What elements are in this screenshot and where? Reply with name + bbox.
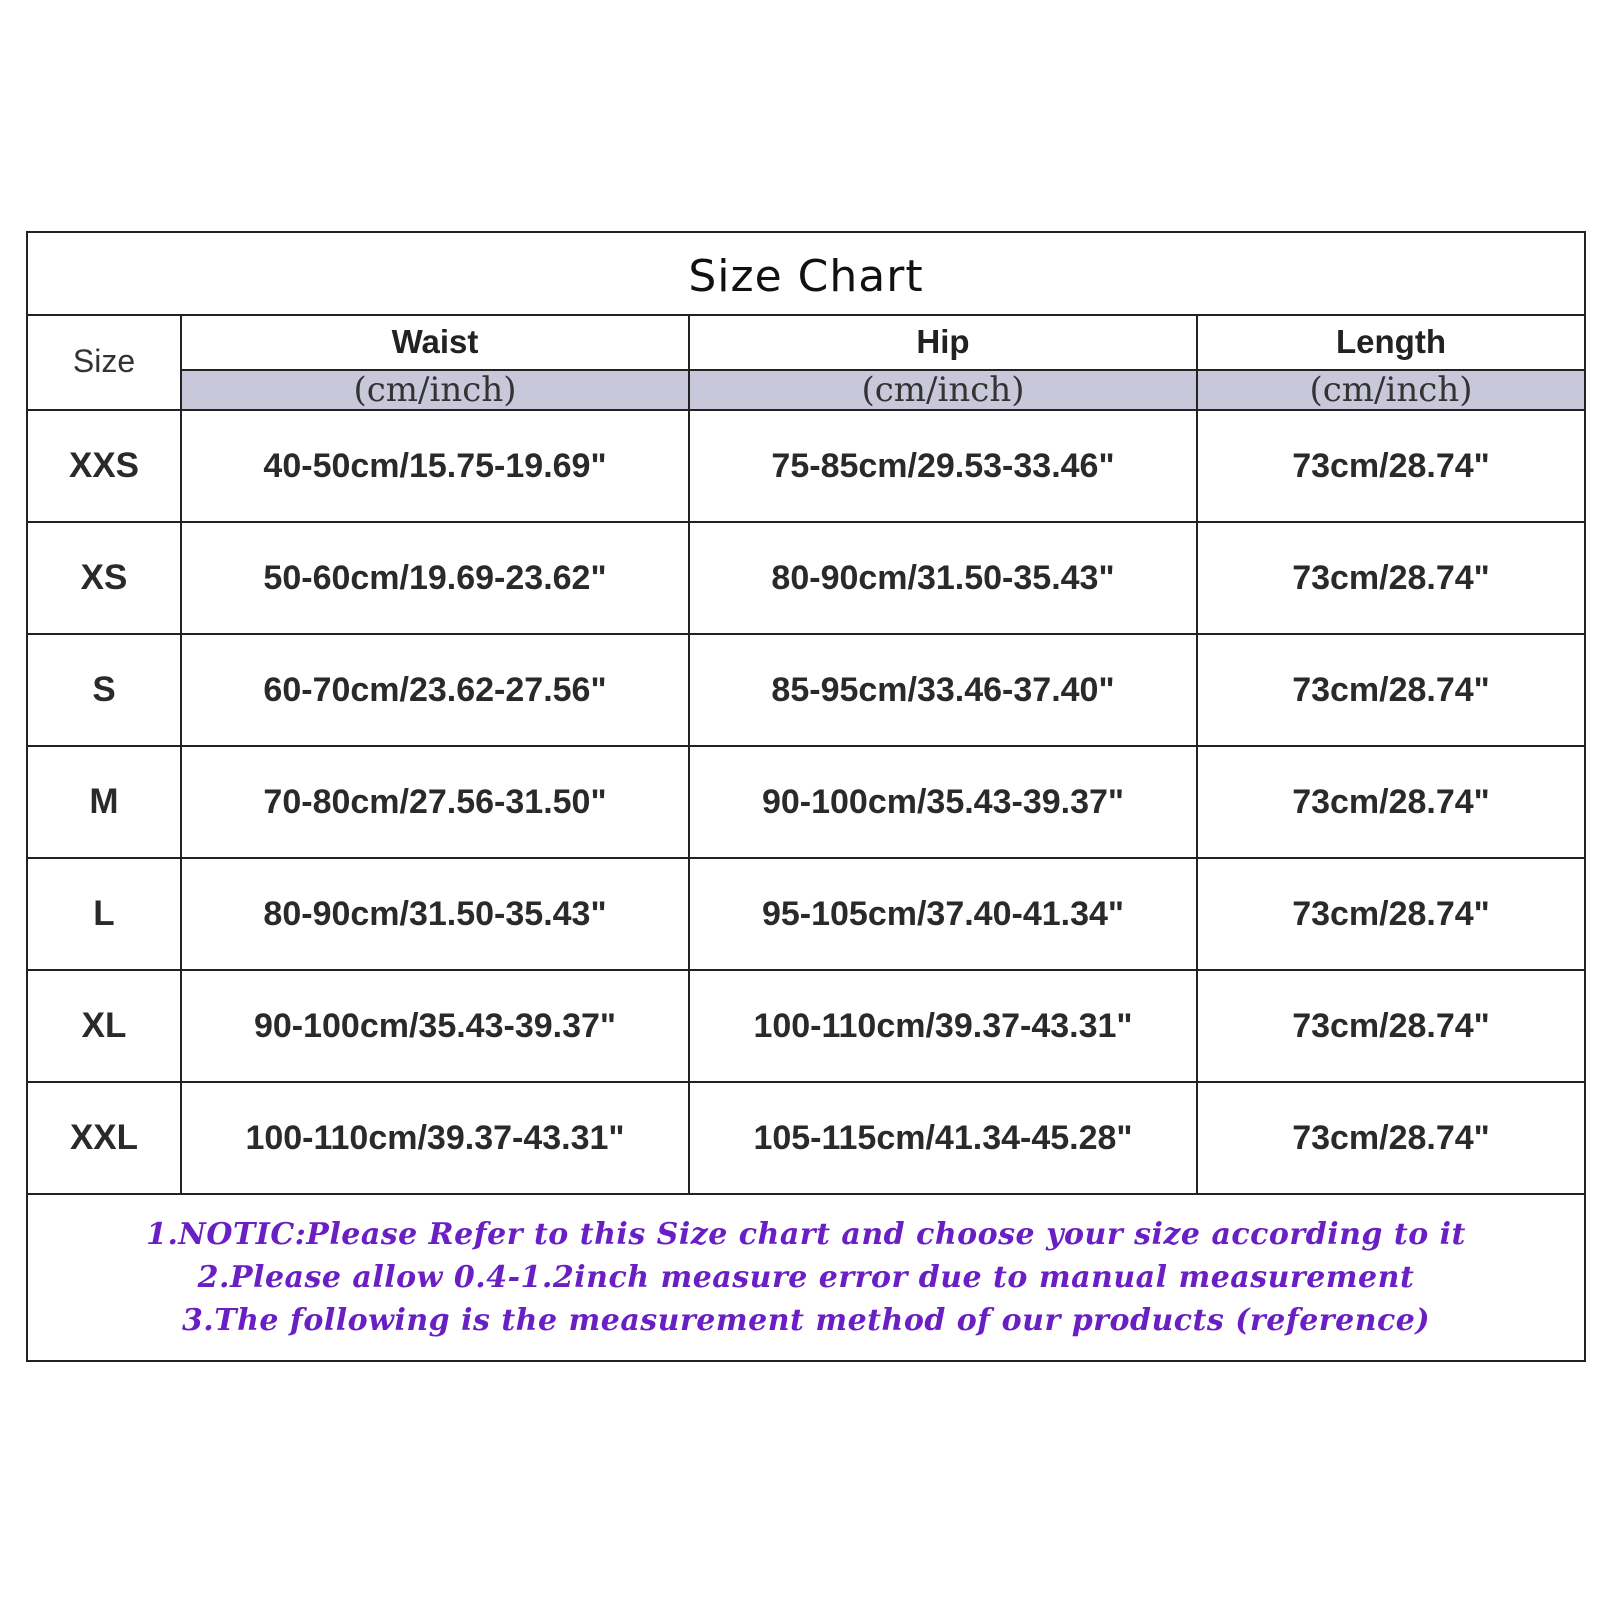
- notes-section: [28, 1194, 1584, 1360]
- size-cell: L: [28, 858, 181, 970]
- hip-cell: 90-100cm/35.43-39.37": [689, 746, 1197, 858]
- waist-cell: 40-50cm/15.75-19.69": [181, 410, 689, 522]
- waist-cell: 90-100cm/35.43-39.37": [181, 970, 689, 1082]
- table-row: [28, 970, 1584, 1082]
- hip-cell: 105-115cm/41.34-45.28": [689, 1082, 1197, 1194]
- waist-cell: 100-110cm/39.37-43.31": [181, 1082, 689, 1194]
- table-row: [28, 746, 1584, 858]
- size-cell: XS: [28, 522, 181, 634]
- size-cell: XXL: [28, 1082, 181, 1194]
- header-row: [28, 314, 1584, 370]
- length-cell: 73cm/28.74": [1197, 522, 1584, 634]
- length-cell: 73cm/28.74": [1197, 410, 1584, 522]
- waist-cell: 70-80cm/27.56-31.50": [181, 746, 689, 858]
- table-row: [28, 1082, 1584, 1194]
- length-cell: 73cm/28.74": [1197, 1082, 1584, 1194]
- length-cell: 73cm/28.74": [1197, 970, 1584, 1082]
- length-cell: 73cm/28.74": [1197, 634, 1584, 746]
- length-cell: 73cm/28.74": [1197, 746, 1584, 858]
- size-cell: XL: [28, 970, 181, 1082]
- note-line: 2.Please allow 0.4-1.2inch measure error due to manual measurement: [197, 1259, 1415, 1295]
- waist-cell: 50-60cm/19.69-23.62": [181, 522, 689, 634]
- waist-cell: 80-90cm/31.50-35.43": [181, 858, 689, 970]
- table-row: [28, 858, 1584, 970]
- length-column-header: Length: [1197, 314, 1584, 370]
- hip-cell: 95-105cm/37.40-41.34": [689, 858, 1197, 970]
- hip-cell: 85-95cm/33.46-37.40": [689, 634, 1197, 746]
- hip-cell: 75-85cm/29.53-33.46": [689, 410, 1197, 522]
- hip-column-header: Hip: [689, 314, 1197, 370]
- length-cell: 73cm/28.74": [1197, 858, 1584, 970]
- note-line: 1.NOTIC:Please Refer to this Size chart and choose your size according to it: [146, 1216, 1466, 1252]
- size-column-header: Size: [28, 314, 181, 410]
- note-line: 3.The following is the measurement method of our products (reference): [181, 1302, 1431, 1338]
- waist-unit-label: (cm/inch): [181, 370, 689, 410]
- chart-title: Size Chart: [688, 251, 924, 302]
- hip-unit-label: (cm/inch): [689, 370, 1197, 410]
- size-cell: XXS: [28, 410, 181, 522]
- size-cell: M: [28, 746, 181, 858]
- length-unit-label: (cm/inch): [1197, 370, 1584, 410]
- table-row: [28, 410, 1584, 522]
- hip-cell: 80-90cm/31.50-35.43": [689, 522, 1197, 634]
- waist-column-header: Waist: [181, 314, 689, 370]
- size-table: [28, 314, 1584, 1195]
- hip-cell: 100-110cm/39.37-43.31": [689, 970, 1197, 1082]
- waist-cell: 60-70cm/23.62-27.56": [181, 634, 689, 746]
- unit-row: [28, 370, 1584, 410]
- size-chart: [26, 231, 1586, 1362]
- table-row: [28, 522, 1584, 634]
- table-row: [28, 634, 1584, 746]
- size-cell: S: [28, 634, 181, 746]
- title-row: [28, 233, 1584, 316]
